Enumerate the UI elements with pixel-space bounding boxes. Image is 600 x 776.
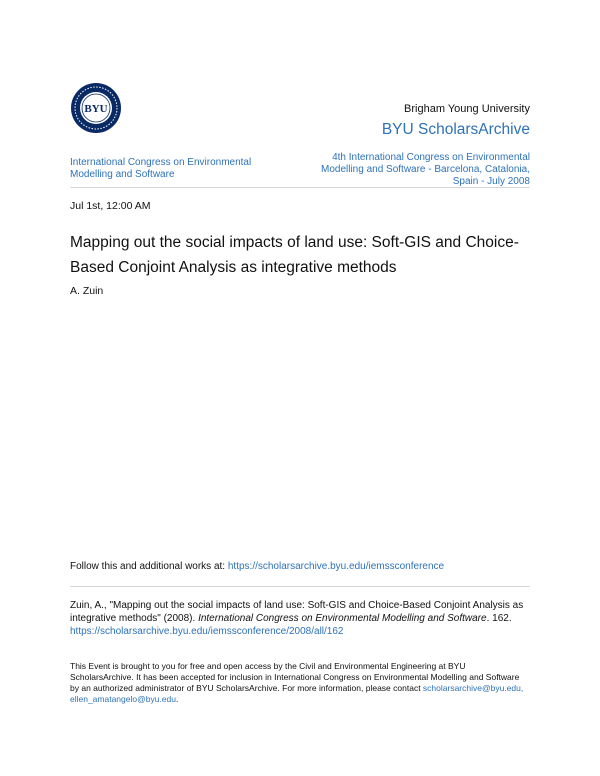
header-divider xyxy=(70,187,530,188)
citation-journal: International Congress on Environmental Modelling and Software xyxy=(198,613,487,624)
follow-line xyxy=(70,561,444,572)
notice-text: This Event is brought to you for free and open access by the Civil and Environmental Engineering at BYU ScholarsArchive. It has been accepted for inclusion in International Congress on Environmental Modelling and Software by an authorized administrator of BYU ScholarsArchive. For more information, please contact xyxy=(70,661,520,693)
follow-text: Follow this and additional works at: xyxy=(70,561,228,572)
citation-suffix: . 162. xyxy=(486,613,512,624)
byu-seal-logo xyxy=(70,82,122,134)
event-date: Jul 1st, 12:00 AM xyxy=(70,200,151,212)
event-link[interactable]: 4th International Congress on Environmental Modelling and Software - Barcelona, Catalonia, Spain - July 2008 xyxy=(320,152,530,187)
citation xyxy=(70,599,530,638)
citation-prefix: Zuin, A., "Mapping out the social impacts of land use: Soft-GIS and Choice-Based Conjoint Analysis as integrative methods" (2008). xyxy=(70,600,524,624)
access-notice xyxy=(70,661,530,705)
seal-text: BYU xyxy=(84,103,108,115)
university-name: Brigham Young University xyxy=(404,103,530,115)
collection-link[interactable]: International Congress on Environmental Modelling and Software xyxy=(70,157,252,180)
follow-link[interactable]: https://scholarsarchive.byu.edu/iemssconference xyxy=(227,561,445,572)
contact-link[interactable]: scholarsarchive@byu.edu, ellen_amatangelo@byu.edu xyxy=(70,683,524,704)
paper-author: A. Zuin xyxy=(70,285,104,297)
paper-title: Mapping out the social impacts of land use: Soft-GIS and Choice-Based Conjoint Analysis as integrative methods xyxy=(70,234,519,276)
citation-link[interactable]: https://scholarsarchive.byu.edu/iemssconference/2008/all/162 xyxy=(70,626,344,637)
citation-divider xyxy=(70,586,530,587)
archive-link[interactable]: BYU ScholarsArchive xyxy=(381,121,530,138)
notice-end: . xyxy=(175,694,179,704)
